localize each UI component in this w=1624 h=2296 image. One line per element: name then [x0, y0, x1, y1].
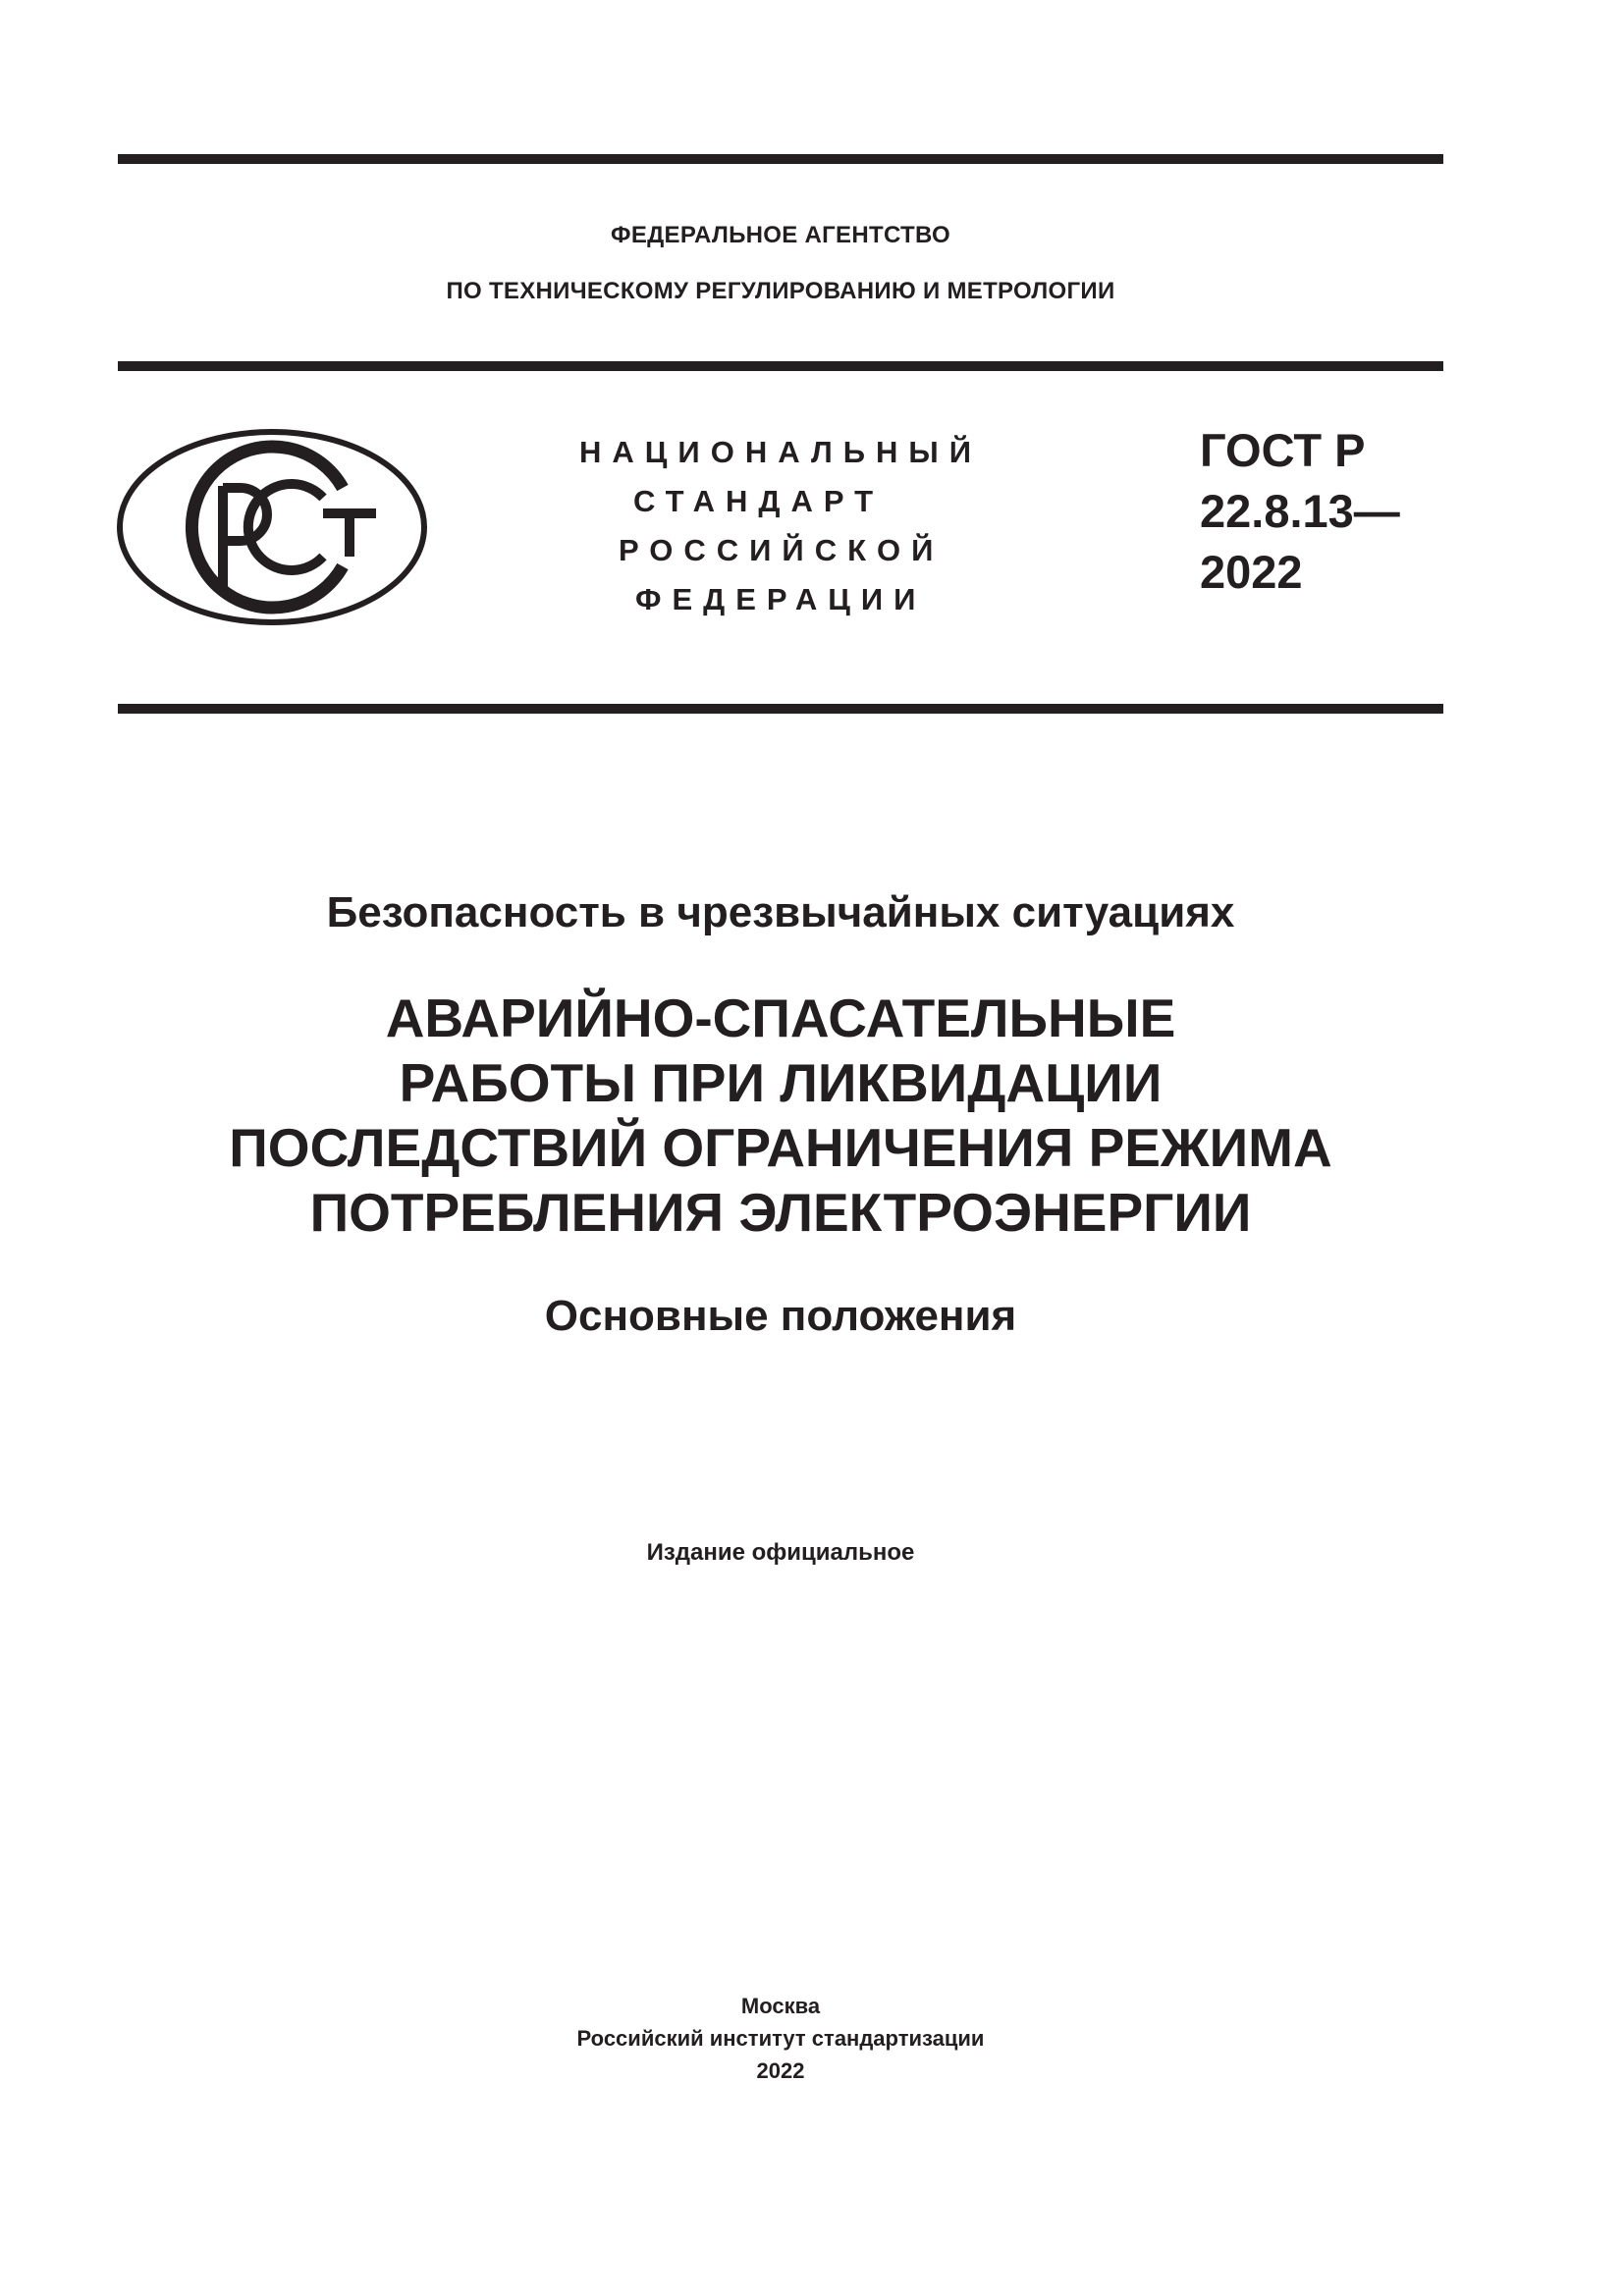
edition-note: Издание официальное — [646, 1539, 915, 1566]
agency-name-line-1: ФЕДЕРАЛЬНОЕ АГЕНТСТВО — [611, 222, 950, 248]
national-standard-label — [550, 428, 1001, 624]
designation-line: ГОСТ Р — [1200, 424, 1366, 476]
national-standard-line: СТАНДАРТ — [633, 484, 885, 518]
imprint-publisher: Российский институт стандартизации — [576, 2026, 985, 2051]
document-subtitle: Основные положения — [544, 1292, 1017, 1340]
standard-designation — [1200, 420, 1435, 603]
national-standard-line: РОССИЙСКОЙ — [619, 533, 945, 567]
national-standard-line: ФЕДЕРАЦИИ — [635, 582, 927, 616]
header-divider — [118, 361, 1443, 371]
header-bottom-divider — [118, 704, 1443, 714]
designation-line: 22.8.13— — [1200, 485, 1400, 537]
imprint — [118, 1990, 1443, 2087]
title-line: ПОСЛЕДСТВИЙ ОГРАНИЧЕНИЯ РЕЖИМА — [229, 1117, 1332, 1178]
title-line: РАБОТЫ ПРИ ЛИКВИДАЦИИ — [399, 1052, 1163, 1113]
title-line: ПОТРЕБЛЕНИЯ ЭЛЕКТРОЭНЕРГИИ — [309, 1182, 1252, 1243]
imprint-city: Москва — [740, 1994, 821, 2018]
agency-name-line-2: ПО ТЕХНИЧЕСКОМУ РЕГУЛИРОВАНИЮ И МЕТРОЛОГИИ — [446, 278, 1115, 304]
top-divider — [118, 154, 1443, 164]
national-standard-line: НАЦИОНАЛЬНЫЙ — [579, 435, 983, 469]
series-title: Безопасность в чрезвычайных ситуациях — [326, 888, 1235, 936]
imprint-year: 2022 — [756, 2058, 805, 2083]
title-line: АВАРИЙНО-СПАСАТЕЛЬНЫЕ — [385, 988, 1176, 1048]
designation-line: 2022 — [1200, 546, 1303, 598]
document-title — [118, 986, 1443, 1245]
rst-logo-icon — [115, 427, 430, 628]
